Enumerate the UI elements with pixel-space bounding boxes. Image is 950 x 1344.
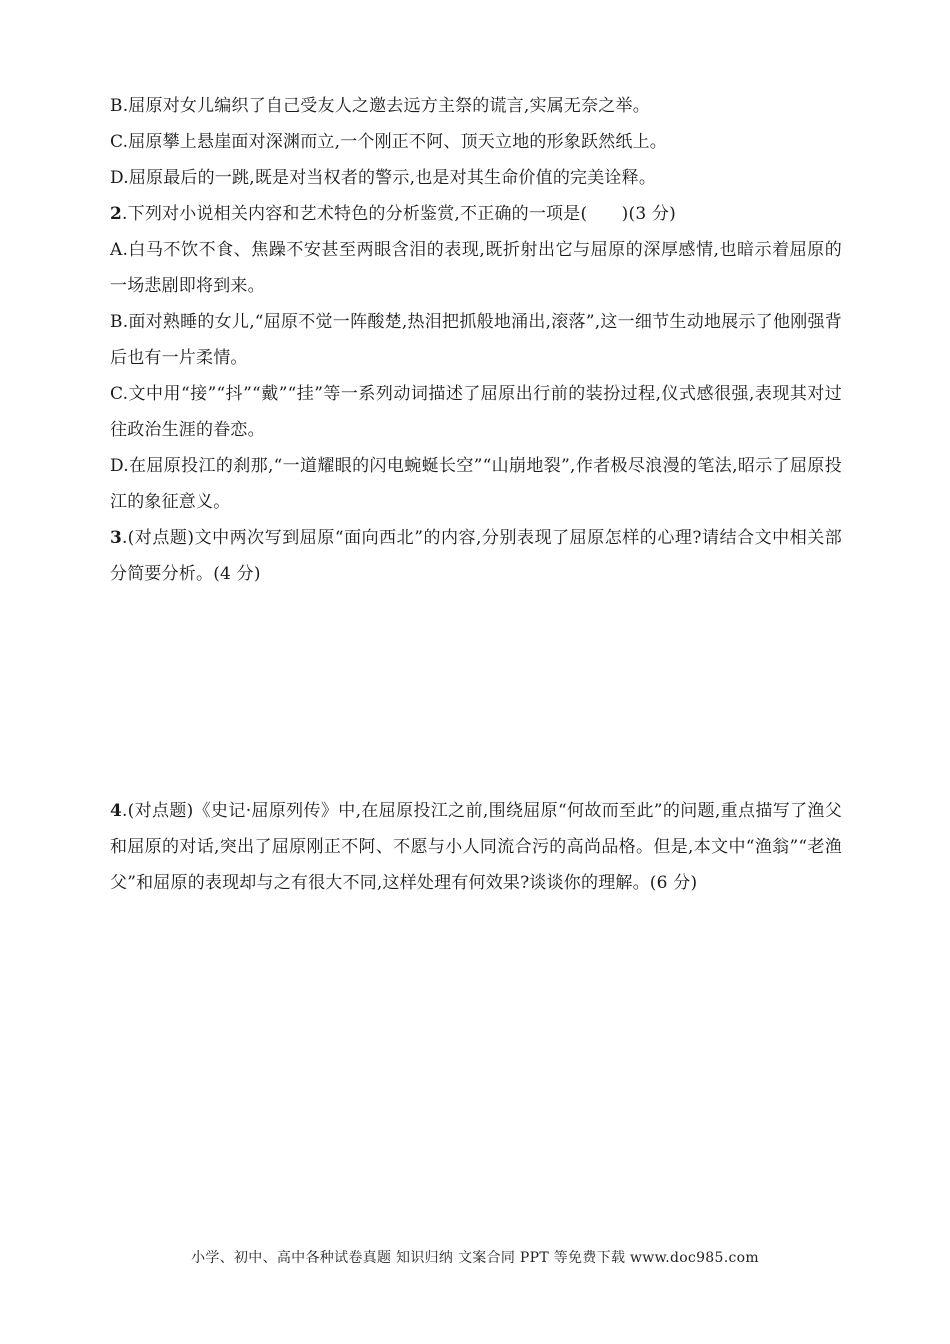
page-footer: 小学、初中、高中各种试卷真题 知识归纳 文案合同 PPT 等免费下载 www.doc985.com — [191, 1250, 759, 1266]
question-2-number: 2 — [110, 204, 123, 224]
answer-space-3 — [110, 592, 842, 793]
q1-option-b: B.屈原对女儿编织了自己受友人之邀去远方主祭的谎言,实属无奈之举。 — [110, 96, 650, 116]
question-2-stem — [110, 196, 842, 232]
q1-option-d: D.屈原最后的一跳,既是对当权者的警示,也是对其生命价值的完美诠释。 — [110, 168, 657, 188]
q2-option-a: A.白马不饮不食、焦躁不安甚至两眼含泪的表现,既折射出它与屈原的深厚感情,也暗示着屈原的一场悲剧即将到来。 — [110, 240, 842, 296]
q2-option-b: B.面对熟睡的女儿,“屈原不觉一阵酸楚,热泪把抓般地涌出,滚落”,这一细节生动地展示了他刚强背后也有一片柔情。 — [110, 312, 842, 368]
question-3-number: 3 — [110, 528, 123, 548]
q2-option-d: D.在屈原投江的刹那,“一道耀眼的闪电蜿蜒长空”“山崩地裂”,作者极尽浪漫的笔法,昭示了屈原投江的象征意义。 — [110, 456, 842, 512]
q1-option-c: C.屈原攀上悬崖面对深渊而立,一个刚正不阿、顶天立地的形象跃然纸上。 — [110, 132, 668, 152]
question-3-stem — [110, 520, 842, 592]
document-body — [110, 88, 842, 901]
q2-option-c: C.文中用“接”“抖”“戴”“挂”等一系列动词描述了屈原出行前的装扮过程,仪式感很强,表现其对过往政治生涯的眷恋。 — [110, 384, 842, 440]
question-2-text: .下列对小说相关内容和艺术特色的分析鉴赏,不正确的一项是( )(3 分) — [122, 204, 676, 224]
question-4-text: .(对点题)《史记·屈原列传》中,在屈原投江之前,围绕屈原“何故而至此”的问题,重点描写了渔父和屈原的对话,突出了屈原刚正不阿、不愿与小人同流合污的高尚品格。但是,本文中“渔翁”“老渔父”和屈原的表现却与之有很大不同,这样处理有何效果?谈谈你的理解。(6 分) — [110, 801, 842, 893]
question-4-number: 4 — [110, 801, 123, 821]
question-3-text: .(对点题)文中两次写到屈原“面向西北”的内容,分别表现了屈原怎样的心理?请结合文中相关部分简要分析。(4 分) — [110, 528, 842, 584]
question-4-stem — [110, 793, 842, 901]
